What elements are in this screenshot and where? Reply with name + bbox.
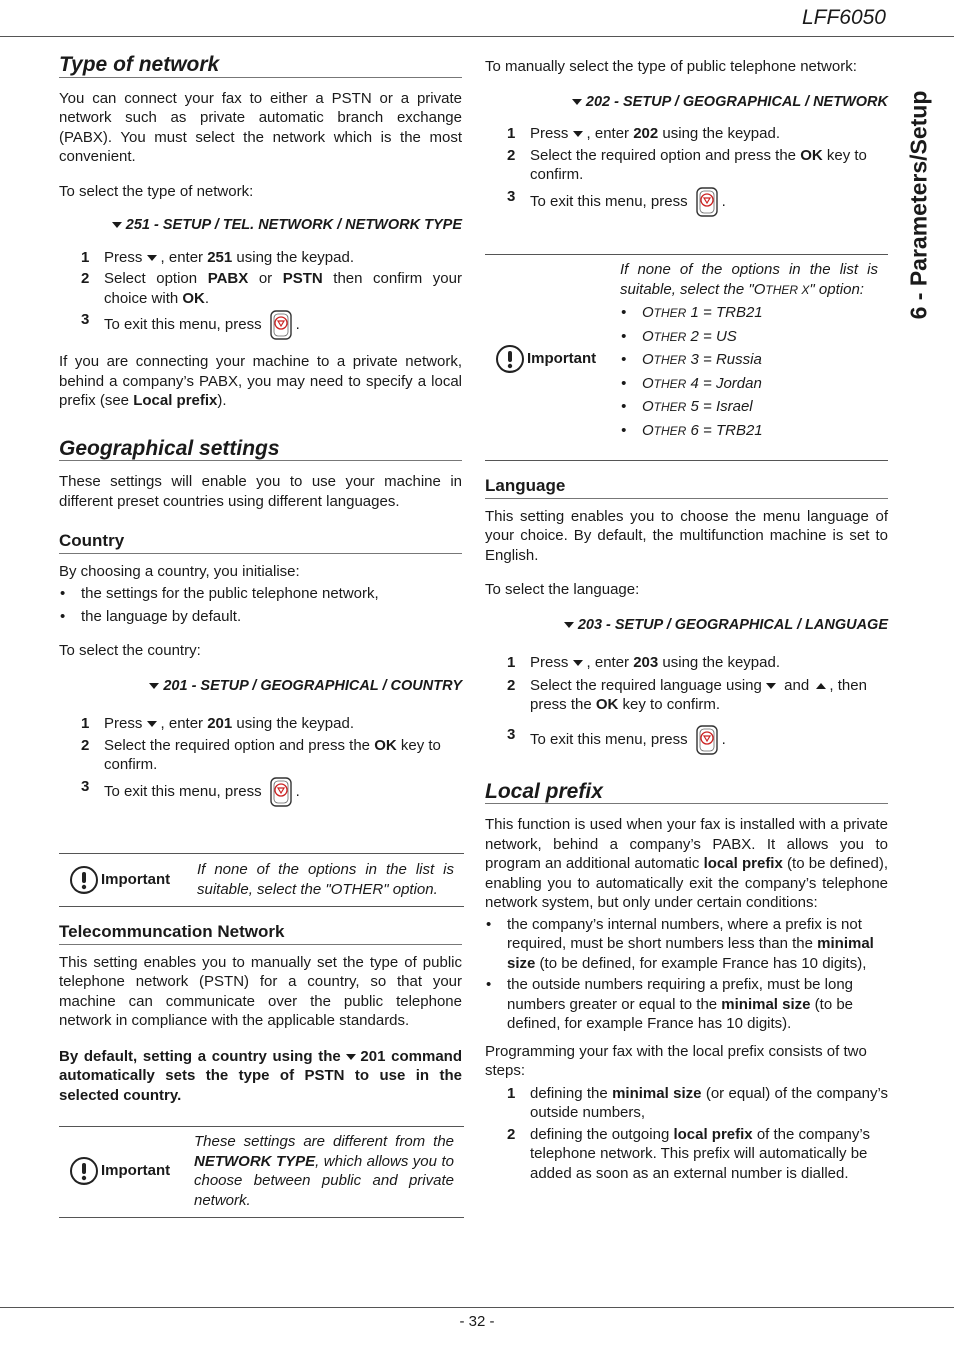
list-item: • OTHER 5 = Israel <box>620 397 878 418</box>
important-label: Important <box>495 343 596 375</box>
subsection-title-country: Country <box>59 531 462 554</box>
page-number: - 32 - <box>459 1313 495 1330</box>
bold-note: By default, setting a country using the 201 command automatically sets the type of PSTN to use in the selected country. <box>59 1047 462 1104</box>
paragraph: This setting enables you to manually set the type of public telephone network (PSTN) for a country, so that your machine can communicate over the public telephone network in compliance with the applicable standards. <box>59 953 462 1029</box>
header-divider <box>0 36 954 37</box>
paragraph: By choosing a country, you initialise: <box>59 562 300 580</box>
down-arrow-icon <box>573 660 583 666</box>
step-item: 2 Select the required language using and , then press the OK key to confirm. <box>507 676 867 713</box>
down-arrow-icon <box>147 255 157 261</box>
list-item: • OTHER 1 = TRB21 <box>620 303 878 324</box>
step-item: 3 To exit this menu, press . <box>59 310 462 340</box>
important-text: If none of the options in the list is suitable, select the "OTHER" option. <box>197 861 454 898</box>
down-arrow-icon <box>149 683 159 689</box>
list-item: • the settings for the public telephone network, <box>59 584 462 604</box>
menu-path: 203 - SETUP / GEOGRAPHICAL / LANGUAGE <box>485 616 888 636</box>
down-arrow-icon <box>572 99 582 105</box>
important-label: Important <box>69 864 170 896</box>
chapter-side-tab <box>895 60 943 350</box>
step-item: 2 defining the outgoing local prefix of the company’s telephone network. This prefix will automatically be added as soon as an external number is dialled. <box>507 1125 870 1182</box>
list-item: • the outside numbers requiring a prefix, must be long numbers greater or equal to the minimal size (to be defined, for example France has 10 digits). <box>485 975 888 1034</box>
stop-key-icon <box>270 310 292 340</box>
step-item: 1 defining the minimal size (or equal) of the company’s outside numbers, <box>507 1084 889 1121</box>
model-title: LFF6050 <box>801 6 886 29</box>
down-arrow-icon <box>573 131 583 137</box>
down-arrow-icon <box>346 1054 356 1060</box>
step-item: 1 Press , enter 202 using the keypad. <box>507 125 781 142</box>
up-arrow-icon <box>816 683 826 689</box>
paragraph: You can connect your fax to either a PSTN or a private network such as private automatic branch exchange (PABX). You must select the network which is the most convenient. <box>59 89 462 165</box>
list-item: • OTHER 4 = Jordan <box>620 374 878 395</box>
step-item: 2 Select the required option and press the OK key to confirm. <box>81 736 441 773</box>
paragraph: This setting enables you to choose the menu language of your choice. By default, the multifunction machine is set to English. <box>485 507 888 564</box>
paragraph: Programming your fax with the local prefix consists of two steps: <box>485 1042 867 1079</box>
footer-divider <box>0 1307 954 1308</box>
subsection-title-language: Language <box>485 476 888 499</box>
list-item: • the company’s internal numbers, where a prefix is not required, must be short numbers less than the minimal size (to be defined, for example France has 10 digits), <box>485 915 888 974</box>
stop-key-icon <box>270 777 292 807</box>
step-item: 1 Press , enter 251 using the keypad. <box>81 248 355 266</box>
section-title-local-prefix: Local prefix <box>485 782 888 805</box>
paragraph: To select the language: <box>485 581 640 598</box>
menu-path: 201 - SETUP / GEOGRAPHICAL / COUNTRY <box>59 677 462 697</box>
list-item: • OTHER 6 = TRB21 <box>620 421 878 442</box>
subsection-title-telecom: Telecommuncation Network <box>59 922 462 945</box>
stop-key-icon <box>696 187 718 217</box>
important-text: If none of the options in the list is suitable, select the "OTHER X" option: • OTHER 1 = TRB21 • OTHER 2 = US • OTHER 3 = Russia • OTHER 4 = Jordan • OTHER 5 = Israel • OTHER 6 = TRB21 <box>620 260 878 441</box>
paragraph: To select the type of network: <box>59 182 254 200</box>
step-item: 2 Select the required option and press the OK key to confirm. <box>507 146 867 183</box>
step-item: 2 Select option PABX or PSTN then confirm your choice with OK. <box>81 270 462 307</box>
local-prefix-link[interactable]: Local prefix <box>133 392 218 409</box>
list-item: • OTHER 2 = US <box>620 327 878 348</box>
right-column <box>485 57 888 217</box>
paragraph: To select the country: <box>59 642 201 659</box>
menu-path: 202 - SETUP / GEOGRAPHICAL / NETWORK <box>485 93 888 113</box>
important-icon <box>69 865 99 895</box>
stop-key-icon <box>696 725 718 755</box>
step-item: 3 To exit this menu, press . <box>485 187 888 217</box>
step-item: 3 To exit this menu, press . <box>59 777 462 807</box>
section-title-type-of-network: Type of network <box>59 55 462 78</box>
important-text: These settings are different from the NETWORK TYPE, which allows you to choose between public and private network. <box>194 1133 454 1209</box>
paragraph: This function is used when your fax is installed with a private network, behind a company’s PABX. It allows you to program an additional automatic local prefix (to be defined), enabling you to automatically exit the company’s telephone network system, but only under certain conditions: <box>485 816 888 911</box>
right-column-lower <box>485 476 888 1183</box>
important-icon <box>495 344 525 374</box>
left-column <box>59 55 462 807</box>
important-box <box>59 1126 464 1218</box>
down-arrow-icon <box>112 222 122 228</box>
paragraph: These settings will enable you to use your machine in different preset countries using different languages. <box>59 473 462 510</box>
down-arrow-icon <box>766 683 776 689</box>
paragraph: If you are connecting your machine to a private network, behind a company’s PABX, you may need to specify a local prefix (see Local prefix). <box>59 353 462 409</box>
important-box <box>485 254 888 461</box>
important-label: Important <box>69 1155 170 1187</box>
step-item: 3 To exit this menu, press . <box>485 725 888 755</box>
important-icon <box>69 1156 99 1186</box>
list-item: • the language by default. <box>59 607 462 627</box>
options-list <box>620 303 878 441</box>
paragraph: To manually select the type of public telephone network: <box>485 58 857 75</box>
list-item: • OTHER 3 = Russia <box>620 350 878 371</box>
chapter-title: 6 - Parameters/Setup <box>905 90 932 320</box>
left-column-lower <box>59 922 462 1105</box>
section-title-geographical-settings: Geographical settings <box>59 439 462 462</box>
down-arrow-icon <box>564 622 574 628</box>
step-item: 1 Press , enter 203 using the keypad. <box>507 654 781 671</box>
step-item: 1 Press , enter 201 using the keypad. <box>81 715 355 732</box>
menu-path: 251 - SETUP / TEL. NETWORK / NETWORK TYPE <box>59 216 462 236</box>
important-box <box>59 853 464 907</box>
down-arrow-icon <box>147 721 157 727</box>
